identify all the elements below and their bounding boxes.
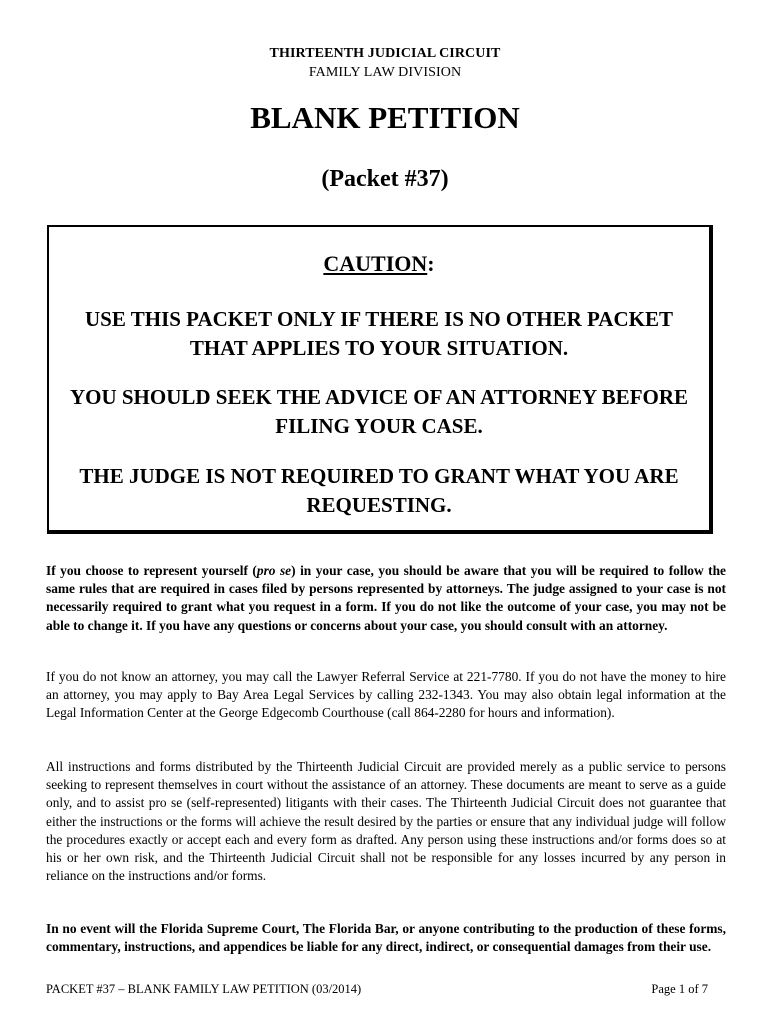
disclaimer-paragraph: All instructions and forms distributed by the Thirteenth Judicial Circuit are provided merely as a public service to persons seeking to represent themselves in court without the assistance of an attorney. These documents are meant to serve as a guide only, and to assist pro se (self-represented) litigants with their cases. The Thirteenth Judicial Circuit does not guarantee that either the instructions or the forms will achieve the result desired by the parties or ensure that any individual judge will follow the procedures exactly or accept each and every form as drafted. Any person using these instructions and/or forms does so at his or her own risk, and the Thirteenth Judicial Circuit shall not be responsible for any losses incurred by any person in reliance on the instructions and/or forms. bbox=[46, 759, 726, 884]
packet-number: (Packet #37) bbox=[321, 166, 449, 192]
legal-resources-paragraph: If you do not know an attorney, you may call the Lawyer Referral Service at 221-7780. If you do not have the money to hire an attorney, you may apply to Bay Area Legal Services by calling 232-1343. You may also obtain legal information at the Legal Information Center at the George Edgecomb Courthouse (call 864-2280 for hours and information). bbox=[46, 669, 726, 721]
pro-se-notice-start: If you choose to represent yourself ( bbox=[46, 563, 257, 578]
pro-se-notice bbox=[46, 562, 726, 635]
caution-heading-text: CAUTION bbox=[323, 251, 428, 276]
caution-box bbox=[47, 225, 713, 534]
pro-se-term: pro se bbox=[256, 563, 292, 578]
footer-page-number: Page 1 of 7 bbox=[651, 982, 708, 996]
footer-packet-label: PACKET #37 – BLANK FAMILY LAW PETITION (03/2014) bbox=[46, 982, 362, 996]
caution-packet-warning: USE THIS PACKET ONLY IF THERE IS NO OTHER PACKET THAT APPLIES TO YOUR SITUATION. bbox=[85, 307, 673, 360]
court-name: THIRTEENTH JUDICIAL CIRCUIT bbox=[269, 46, 501, 61]
caution-heading bbox=[49, 251, 709, 277]
pro-se-notice-rest: ) in your case, you should be aware that you will be required to follow the same rules that are required in cases filed by persons represented by attorneys. The judge assigned to your case is not necessarily required to grant what you request in a form. If you do not like the outcome of your case, you may not be able to change it. If you have any questions or concerns about your case, you should consult with an attorney. bbox=[46, 563, 727, 633]
division-name: FAMILY LAW DIVISION bbox=[308, 65, 462, 80]
caution-heading-colon: : bbox=[427, 251, 435, 276]
document-title: BLANK PETITION bbox=[250, 100, 520, 135]
caution-judge-notice: THE JUDGE IS NOT REQUIRED TO GRANT WHAT YOU ARE REQUESTING. bbox=[79, 464, 679, 517]
caution-attorney-advice: YOU SHOULD SEEK THE ADVICE OF AN ATTORNEY BEFORE FILING YOUR CASE. bbox=[69, 385, 689, 438]
liability-paragraph: In no event will the Florida Supreme Court, The Florida Bar, or anyone contributing to the production of these forms, commentary, instructions, and appendices be liable for any direct, indirect, or consequential damages from their use. bbox=[46, 921, 726, 955]
